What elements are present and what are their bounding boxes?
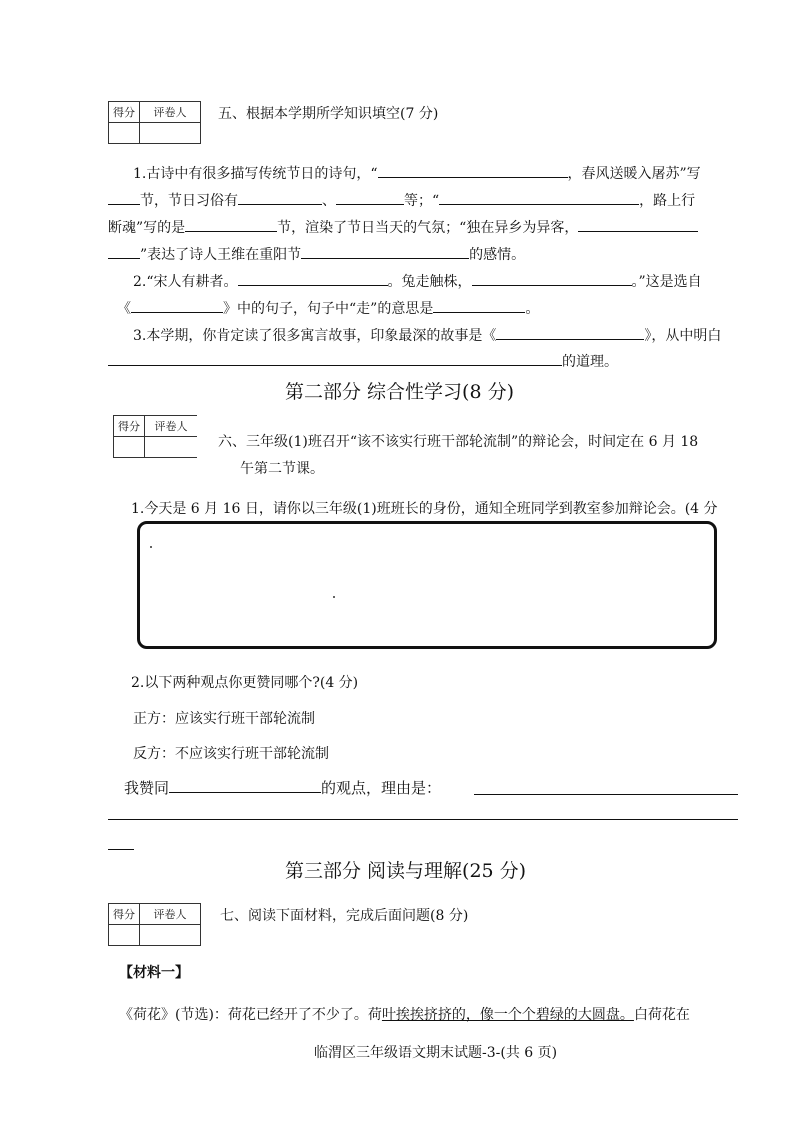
section6-heading-line2: 午第二节课。 [240,461,324,477]
q2-line2: 《 》中的句子，句子中“走”的意思是 。 [117,297,539,318]
blank[interactable] [108,243,140,259]
scan-speck [333,596,335,598]
blank[interactable] [301,243,469,259]
material-text: 《荷花》(节选)：荷花已经开了不少了。荷叶挨挨挤挤的，像一个个碧绿的大圆盘。白荷花在 [119,1007,690,1023]
section6-heading-line1: 六、三年级(1)班召开“该不该实行班干部轮流制”的辩论会，时间定在 6 月 18 [218,434,699,450]
section5-heading: 五、根据本学期所学知识填空(7 分) [218,106,439,122]
blank[interactable] [433,297,525,313]
scan-speck [150,546,152,548]
blank[interactable] [108,189,140,205]
blank[interactable] [439,189,639,205]
blank[interactable] [131,297,223,313]
answer-line[interactable] [474,794,738,795]
blank[interactable] [578,216,698,232]
q1-line2: 节，节日习俗有 、 等；“ ，路上行 [108,189,695,210]
q2-line1: 2.“宋人有耕者。 。兔走触株， 。”这是选自 [133,270,702,291]
blank[interactable] [238,189,322,205]
notice-writing-box[interactable] [137,521,717,649]
grader-label: 评卷人 [140,102,201,123]
q1-line3: 断魂”写的是 节，渲染了节日当天的气氛；“独在异乡为异客， [108,216,698,237]
blank[interactable] [238,270,388,286]
score-table-section7 [108,903,201,946]
grader-cell[interactable] [145,437,198,458]
q1-line4: ”表达了诗人王维在重阳节 的感情。 [108,243,525,264]
part2-title: 第二部分 综合性学习(8 分) [285,381,514,403]
score-label: 得分 [109,904,140,925]
section7-heading: 七、阅读下面材料，完成后面问题(8 分) [220,908,469,924]
blank[interactable] [169,777,321,793]
blank[interactable] [336,189,404,205]
agree-line: 我赞同 的观点，理由是： [124,779,442,797]
grader-label: 评卷人 [145,416,198,437]
q1-line1: 1.古诗中有很多描写传统节日的诗句，“ ，春风送暖入屠苏”写 [133,162,701,183]
answer-line[interactable] [108,819,738,820]
score-label: 得分 [109,102,140,123]
score-table-section6 [113,415,197,458]
score-cell[interactable] [109,925,140,946]
blank[interactable] [378,162,568,178]
grader-cell[interactable] [140,123,201,144]
grader-cell[interactable] [140,925,201,946]
score-label: 得分 [114,416,145,437]
section6-q2: 2.以下两种观点你更赞同哪个?(4 分) [131,675,359,691]
blank[interactable] [185,216,277,232]
blank[interactable] [496,324,644,340]
blank[interactable] [108,350,562,366]
section6-q1: 1.今天是 6 月 16 日，请你以三年级(1)班班长的身份，通知全班同学到教室参加辩论会。(4 分 [131,501,718,517]
pro-view: 正方：应该实行班干部轮流制 [133,711,315,727]
score-cell[interactable] [109,123,140,144]
score-table-section5 [108,101,201,144]
score-cell[interactable] [114,437,145,458]
underlined-phrase: 叶挨挨挤挤的，像一个个碧绿的大圆盘。 [381,1007,634,1023]
material-label: 【材料一】 [119,965,189,981]
q3-line1: 3.本学期，你肯定读了很多寓言故事，印象最深的故事是《 》，从中明白 [133,324,721,345]
part3-title: 第三部分 阅读与理解(25 分) [285,860,527,882]
blank[interactable] [472,270,632,286]
q3-line2: 的道理。 [108,350,618,371]
page-footer: 临渭区三年级语文期末试题-3-(共 6 页) [314,1045,558,1061]
con-view: 反方：不应该实行班干部轮流制 [133,746,329,762]
grader-label: 评卷人 [140,904,201,925]
answer-line[interactable] [108,849,134,850]
